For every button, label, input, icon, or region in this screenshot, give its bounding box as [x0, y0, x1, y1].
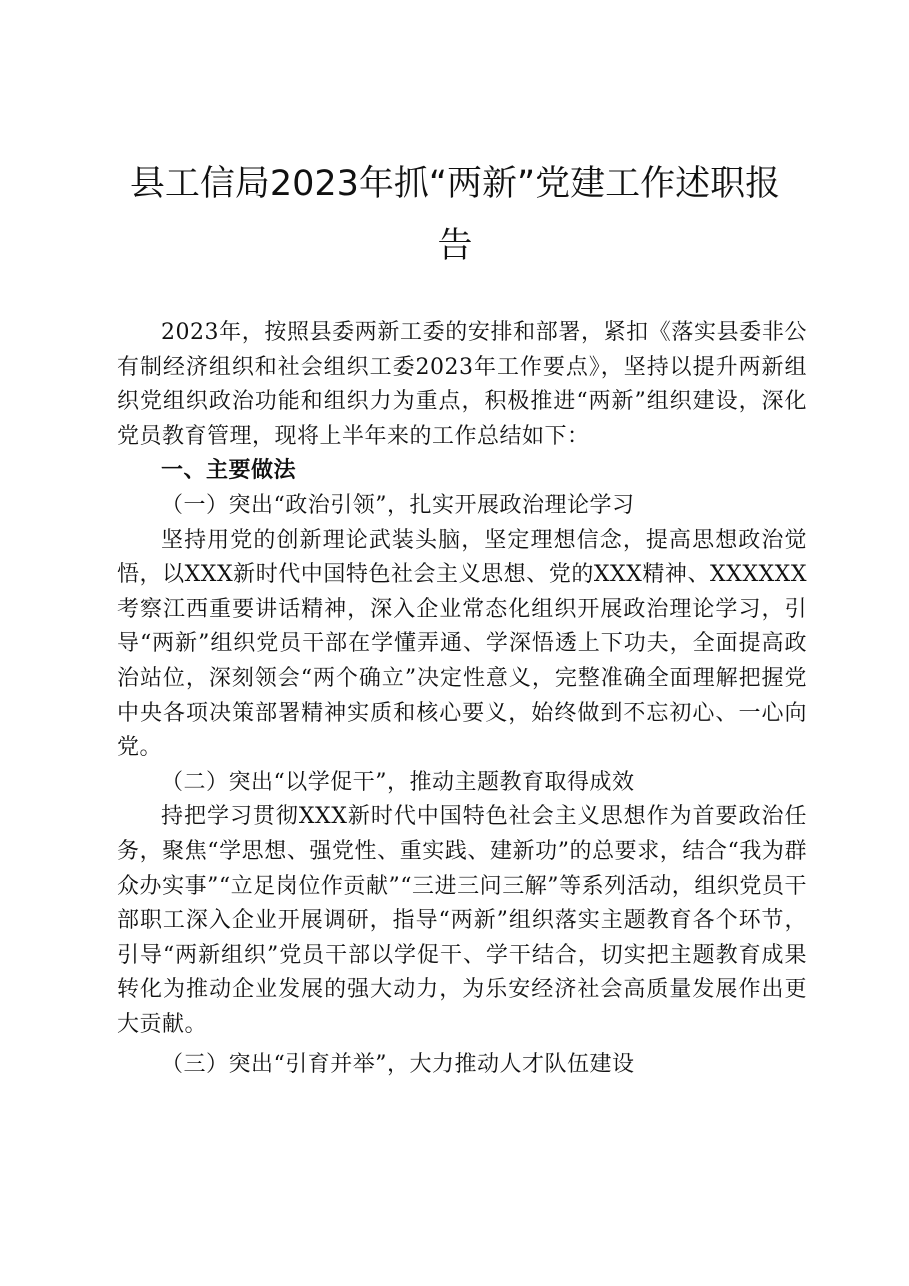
document-title-line-1: 县工信局2023年抓“两新”党建工作述职报 [129, 164, 781, 204]
intro-paragraph: 2023年，按照县委两新工委的安排和部署，紧扣《落实县委非公有制经济组织和社会组织工委2023年工作要点》，坚持以提升两新组织党组织政治功能和组织力为重点，积极推进“两新”组织建设，深化党员教育管理，现将上半年来的工作总结如下： [117, 320, 807, 449]
subsection-heading-3: （三）突出“引育并举”，大力推动人才队伍建设 [161, 1052, 635, 1078]
subsection-1-paragraph: 坚持用党的创新理论武装头脑，坚定理想信念，提高思想政治觉悟，以XXX新时代中国特色社会主义思想、党的XXX精神、XXXXXX考察江西重要讲话精神，深入企业常态化组织开展政治理论学习，引导“两新”组织党员干部在学懂弄通、学深悟透上下功夫，全面提高政治站位，深刻领会“两个确立”决定性意义，完整准确全面理解把握党中央各项决策部署精神实质和核心要义，始终做到不忘初心、一心向党。 [117, 527, 807, 761]
subsection-heading-2: （二）突出“以学促干”，推动主题教育取得成效 [161, 769, 635, 795]
section-heading-main-practices: 一、主要做法 [161, 458, 297, 484]
document-body [117, 316, 807, 1083]
subsection-2-paragraph: 持把学习贯彻XXX新时代中国特色社会主义思想作为首要政治任务，聚焦“学思想、强党性、重实践、建新功”的总要求，结合“我为群众办实事”“立足岗位作贡献”“三进三问三解”等系列活动，组织党员干部职工深入企业开展调研，指导“两新”组织落实主题教育各个环节，引导“两新组织”党员干部以学促干、学干结合，切实把主题教育成果转化为推动企业发展的强大动力，为乐安经济社会高质量发展作出更大贡献。 [117, 804, 807, 1037]
subsection-heading-1: （一）突出“政治引领”，扎实开展政治理论学习 [161, 492, 635, 518]
document-title-line-2: 告 [437, 226, 473, 266]
